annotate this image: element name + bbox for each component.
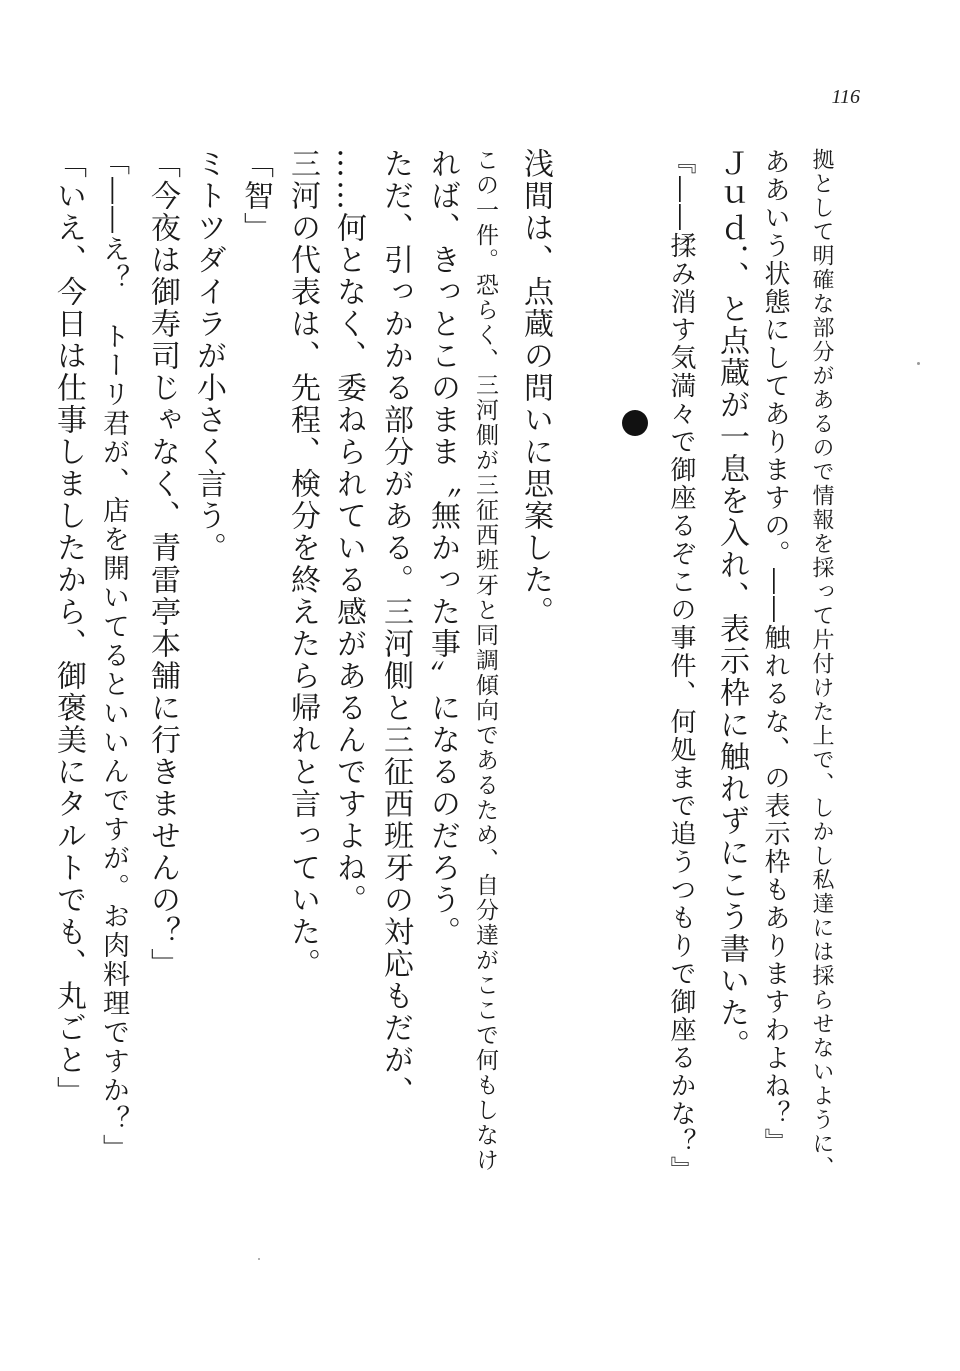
text-column: 浅間は、点蔵の問いに思案した。: [518, 148, 553, 628]
scan-speck: [917, 362, 920, 365]
text-column: 拠として明確な部分があるので情報を採って片付けた上で、しかし私達には採らせないように、: [809, 148, 834, 1180]
text-column: Ｊｕｄ．、と点蔵が一息を入れ、表示枠に触れずにこう書いた。: [714, 148, 749, 1061]
text-column: ただ、引っかかる部分がある。三河側と三征西班牙の対応もだが、: [378, 148, 413, 1108]
text-column: 「いえ、今日は仕事しましたから、御褒美にタルトでも、丸ごと」: [51, 148, 86, 1108]
text-column: 「――え？ トーリ君が、店を開いてるといいんですが。お肉料理ですか？」: [98, 148, 129, 1163]
section-break-dot: [622, 410, 648, 436]
page-number: 116: [831, 86, 860, 108]
text-column: 『――揉み消す気満々で御座るぞこの事件、何処まで追うつもりで御座るかな？』: [666, 148, 696, 1184]
scan-speck: [258, 1258, 260, 1260]
text-column: 三河の代表は、先程、検分を終えたら帰れと言っていた。: [285, 148, 320, 980]
text-column: この一件。恐らく、三河側が三征西班牙と同調傾向であるため、自分達がここで何もしなけ: [472, 148, 498, 1173]
text-column: 「今夜は御寿司じゃなく、青雷亭本舗に行きませんの？」: [145, 148, 180, 980]
text-column: れば、きっとこのまま〝無かった事〟になるのだろう。: [425, 148, 460, 948]
text-column: 「智」: [238, 148, 273, 244]
text-column: ミトツダイラが小さく言う。: [191, 148, 226, 564]
text-column: ああいう状態にしてありますの。――触れるな、の表示枠もありますわよね？』: [760, 148, 790, 1156]
text-column: ……何となく、委ねられている感があるんですよね。: [331, 148, 366, 916]
